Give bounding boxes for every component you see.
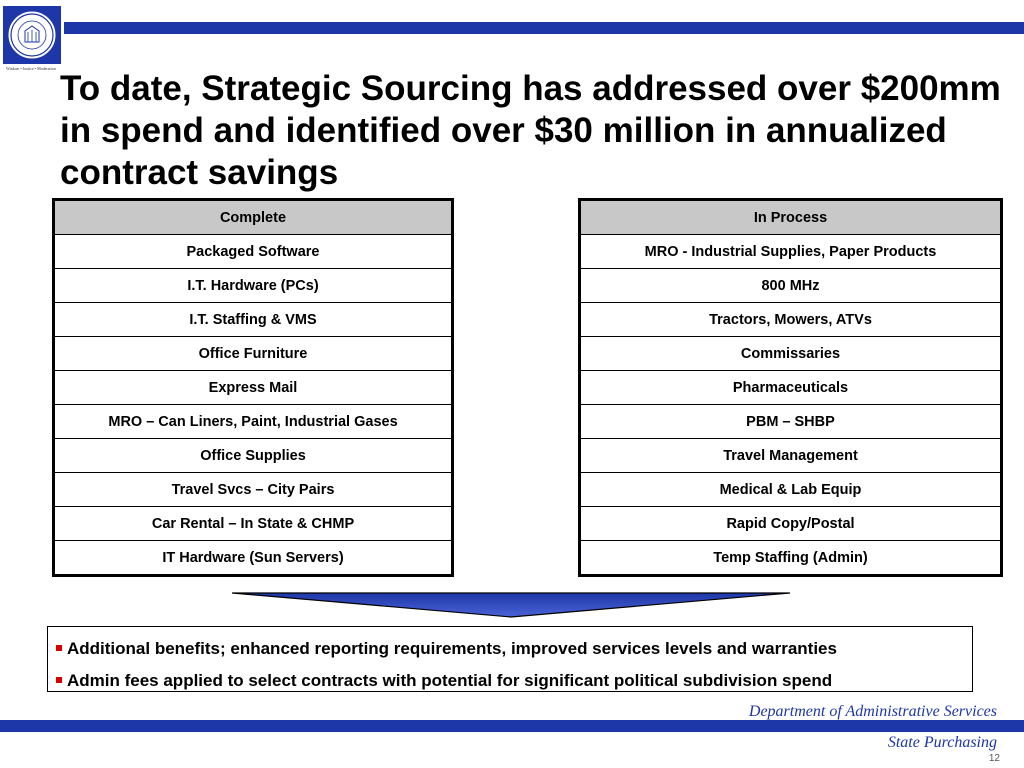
benefit-text: Admin fees applied to select contracts with potential for significant political subdivision spend: [67, 671, 833, 690]
footer-accent-bar: [0, 720, 1024, 732]
bullet-icon: [56, 645, 62, 651]
page-title: To date, Strategic Sourcing has addressed over $200mm in spend and identified over $30 million in annualized contract savings: [60, 69, 1001, 192]
department-name: Department of Administrative Services: [748, 703, 997, 720]
complete-item: Office Supplies: [54, 439, 453, 473]
funnel-arrow-icon: [230, 590, 792, 620]
complete-item: Car Rental – In State & CHMP: [54, 507, 453, 541]
complete-item: I.T. Staffing & VMS: [54, 303, 453, 337]
in-process-item: Medical & Lab Equip: [580, 473, 1002, 507]
complete-table-header: Complete: [54, 200, 453, 235]
complete-item: MRO – Can Liners, Paint, Industrial Gases: [54, 405, 453, 439]
in-process-table: [578, 198, 1003, 577]
in-process-item: Tractors, Mowers, ATVs: [580, 303, 1002, 337]
page-number: 12: [988, 753, 1000, 764]
complete-item: Express Mail: [54, 371, 453, 405]
in-process-item: Travel Management: [580, 439, 1002, 473]
in-process-table-header: In Process: [580, 200, 1002, 235]
in-process-item: MRO - Industrial Supplies, Paper Products: [580, 235, 1002, 269]
benefit-item: [56, 665, 972, 697]
complete-item: Packaged Software: [54, 235, 453, 269]
complete-item: Travel Svcs – City Pairs: [54, 473, 453, 507]
complete-item: I.T. Hardware (PCs): [54, 269, 453, 303]
benefit-item: [56, 633, 972, 665]
bullet-icon: [56, 677, 62, 683]
in-process-item: Temp Staffing (Admin): [580, 541, 1002, 576]
seal-icon: [3, 6, 61, 64]
in-process-item: 800 MHz: [580, 269, 1002, 303]
in-process-item: Commissaries: [580, 337, 1002, 371]
seal-motto: Wisdom • Justice • Moderation: [6, 66, 56, 71]
division-name: State Purchasing: [887, 734, 997, 751]
benefits-box: [47, 626, 973, 692]
benefit-text: Additional benefits; enhanced reporting requirements, improved services levels and warranties: [67, 639, 837, 658]
in-process-item: PBM – SHBP: [580, 405, 1002, 439]
top-accent-bar: [64, 22, 1024, 34]
in-process-item: Rapid Copy/Postal: [580, 507, 1002, 541]
complete-table: [52, 198, 454, 577]
complete-item: Office Furniture: [54, 337, 453, 371]
in-process-item: Pharmaceuticals: [580, 371, 1002, 405]
complete-item: IT Hardware (Sun Servers): [54, 541, 453, 576]
state-seal-logo: [3, 6, 61, 64]
